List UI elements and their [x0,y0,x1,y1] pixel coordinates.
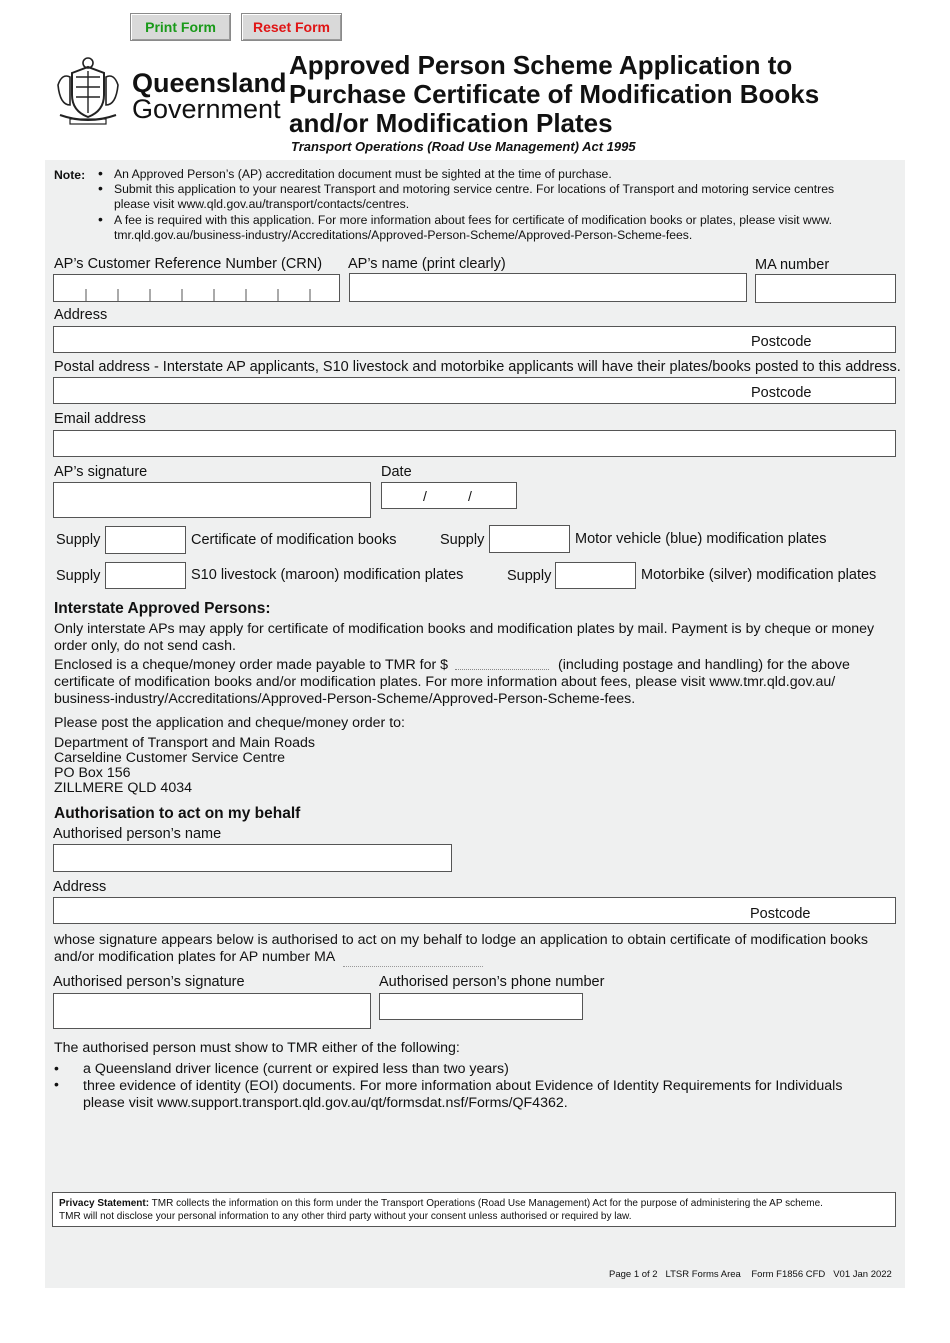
privacy-text: TMR will not disclose your personal information to any other third party without your consent unless authorised or required by law. [59,1211,632,1222]
supply-silver-plates-input[interactable] [555,562,636,589]
privacy-statement-box [52,1192,896,1227]
interstate-paragraph: Only interstate APs may apply for certificate of modification books and modification plates by mail. Payment is by cheque or money order only, do not send cash. [54,621,875,654]
email-label: Email address [54,411,146,427]
email-input[interactable] [53,430,896,457]
post-instruction: Please post the application and cheque/money order to: [54,715,405,731]
bullet: • [54,1076,59,1092]
must-show-text: The authorised person must show to TMR either of the following: [54,1040,460,1056]
supply-books-label: Certificate of modification books [191,532,397,548]
cheque-text: business-industry/Accreditations/Approved-Person-Scheme/Approved-Person-Scheme-fees. [54,691,636,707]
postcode-label: Postcode [751,385,812,401]
supply-books-input[interactable] [105,526,186,554]
supply-label: Supply [56,532,101,548]
authorisation-text: and/or modification plates for AP number MA [54,949,336,965]
supply-label: Supply [56,568,101,584]
authorisation-text: whose signature appears below is authorised to act on my behalf to lodge an application to obtain certificate of modification books [54,932,868,948]
ap-number-input[interactable] [343,966,483,967]
note-item: An Approved Person’s (AP) accreditation document must be sighted at the time of purchase. [114,167,612,181]
bullet: • [54,1060,59,1076]
note-item: Submit this application to your nearest Transport and motoring service centre. For locations of Transport and motoring service centres [114,182,835,196]
ma-number-label: MA number [755,257,830,273]
bullet: • [98,180,103,196]
postcode-label: Postcode [751,334,812,350]
supply-maroon-plates-label: S10 livestock (maroon) modification plates [191,567,464,583]
date-separator: / [423,488,427,504]
logo-line1: Queensland [132,68,287,98]
ap-name-label: AP’s name (print clearly) [348,256,506,272]
supply-label: Supply [507,568,552,584]
postcode-label: Postcode [750,906,811,922]
id-requirement: three evidence of identity (EOI) documents. For more information about Evidence of Identity Requirements for Individuals [83,1078,843,1094]
authorised-signature-label: Authorised person’s signature [53,974,245,990]
logo-line2: Government [132,94,281,124]
interstate-heading: Interstate Approved Persons: [54,600,271,617]
postal-address-label: Postal address - Interstate AP applicants, S10 livestock and motorbike applicants will have their plates/books posted to this address. [54,359,901,375]
date-input[interactable] [381,482,517,509]
page-title: Approved Person Scheme Application to Purchase Certificate of Modification Books and/or Modification Plates [289,50,820,138]
authorisation-heading: Authorisation to act on my behalf [54,805,301,822]
supply-silver-plates-label: Motorbike (silver) modification plates [641,567,877,583]
print-form-button[interactable]: Print Form [130,13,231,41]
postal-address-line: Department of Transport and Main Roads [54,735,316,751]
note-item: tmr.qld.gov.au/business-industry/Accreditations/Approved-Person-Scheme/Approved-Person-Scheme-fees. [114,228,693,242]
id-requirement: please visit www.support.transport.qld.gov.au/qt/formsdat.nsf/Forms/QF4362. [83,1095,568,1111]
crn-label: AP’s Customer Reference Number (CRN) [54,256,323,272]
ap-name-input[interactable] [349,273,747,302]
cheque-amount-input[interactable] [455,669,549,670]
ap-signature-field[interactable] [53,482,371,518]
ma-number-input[interactable] [755,274,896,303]
id-requirement: a Queensland driver licence (current or expired less than two years) [83,1061,509,1077]
supply-label: Supply [440,532,485,548]
privacy-text: TMR collects the information on this form under the Transport Operations (Road Use Management) Act for the purpose of administering the AP scheme. [151,1198,823,1209]
supply-maroon-plates-input[interactable] [105,562,186,589]
supply-blue-plates-label: Motor vehicle (blue) modification plates [575,531,827,547]
bullet: • [98,165,103,181]
form-footer: Page 1 of 2 LTSR Forms Area Form F1856 CFD V01 Jan 2022 [609,1269,892,1280]
bullet: • [98,211,103,227]
note-label: Note: [54,168,86,182]
reset-form-button[interactable]: Reset Form [241,13,342,41]
date-label: Date [381,464,412,480]
postal-address-line: ZILLMERE QLD 4034 [54,780,192,796]
ap-signature-label: AP’s signature [54,464,148,480]
cheque-text: Enclosed is a cheque/money order made payable to TMR for $ [54,657,449,673]
address-label: Address [54,307,108,323]
crn-input[interactable] [53,274,340,302]
cheque-text: (including postage and handling) for the above [558,657,850,673]
date-separator: / [468,488,472,504]
cheque-text: certificate of modification books and/or modification plates. For more information about fees, please visit www.tmr.qld.gov.au/ [54,674,836,690]
page-subtitle: Transport Operations (Road Use Management) Act 1995 [291,139,636,154]
authorised-signature-field[interactable] [53,993,371,1029]
queensland-coat-of-arms-icon [52,55,124,127]
authorised-phone-input[interactable] [379,993,583,1020]
note-item: please visit www.qld.gov.au/transport/contacts/centres. [114,197,410,211]
note-item: A fee is required with this application. For more information about fees for certificate of modification books or plates, please visit www. [114,213,833,227]
authorised-name-input[interactable] [53,844,452,872]
supply-blue-plates-input[interactable] [489,525,570,553]
postal-address-line: PO Box 156 [54,765,131,781]
authorised-phone-label: Authorised person’s phone number [379,974,605,990]
postal-address-line: Carseldine Customer Service Centre [54,750,286,766]
authorised-name-label: Authorised person’s name [53,826,222,842]
authorised-address-label: Address [53,879,107,895]
privacy-label: Privacy Statement: [59,1198,150,1209]
